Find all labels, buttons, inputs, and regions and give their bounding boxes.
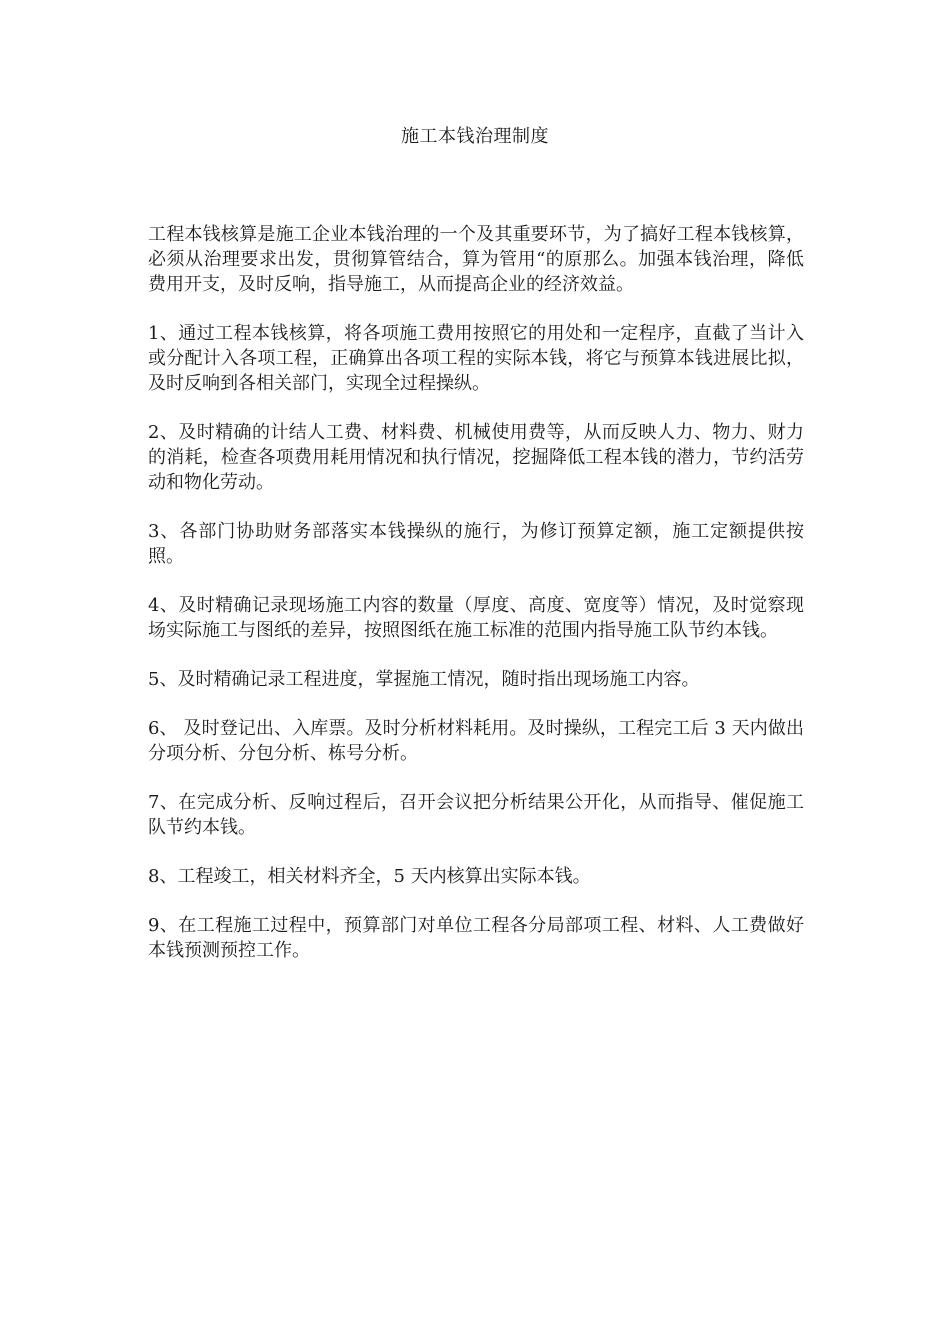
rule-item-6: 6、 及时登记出、入库票。及时分析材料耗用。及时操纵，工程完工后 3 天内做出分项分析、分包分析、栋号分析。 — [148, 718, 804, 764]
rule-item-5: 5、及时精确记录工程进度，掌握施工情况，随时指出现场施工内容。 — [148, 669, 700, 690]
rule-item-1: 1、通过工程本钱核算，将各项施工费用按照它的用处和一定程序，直截了当计入或分配计入各项工程，正确算出各项工程的实际本钱，将它与预算本钱进展比拟，及时反响到各相关部门，实现全过程操纵。 — [148, 323, 804, 394]
rule-item-9: 9、在工程施工过程中，预算部门对单位工程各分局部项工程、材料、人工费做好本钱预测预控工作。 — [148, 915, 804, 961]
document-title: 施工本钱治理制度 — [401, 126, 549, 147]
rule-item-8: 8、工程竣工，相关材料齐全，5 天内核算出实际本钱。 — [148, 866, 591, 887]
rule-item-4: 4、及时精确记录现场施工内容的数量（厚度、高度、宽度等）情况，及时觉察现场实际施工与图纸的差异，按照图纸在施工标准的范围内指导施工队节约本钱。 — [148, 595, 804, 641]
rule-item-7: 7、在完成分析、反响过程后，召开会议把分析结果公开化，从而指导、催促施工队节约本钱。 — [148, 792, 804, 838]
rule-item-3: 3、各部门协助财务部落实本钱操纵的施行，为修订预算定额，施工定额提供按照。 — [148, 521, 804, 567]
document-body — [148, 222, 804, 987]
rule-item-2: 2、及时精确的计结人工费、材料费、机械使用费等，从而反映人力、物力、财力的消耗，检查各项费用耗用情况和执行情况，挖掘降低工程本钱的潜力，节约活劳动和物化劳动。 — [148, 422, 804, 493]
intro-paragraph: 工程本钱核算是施工企业本钱治理的一个及其重要环节，为了搞好工程本钱核算，必须从治理要求出发，贯彻算管结合，算为管用“的原那么。加强本钱治理，降低费用开支，及时反响，指导施工，从而提高企业的经济效益。 — [148, 224, 804, 295]
